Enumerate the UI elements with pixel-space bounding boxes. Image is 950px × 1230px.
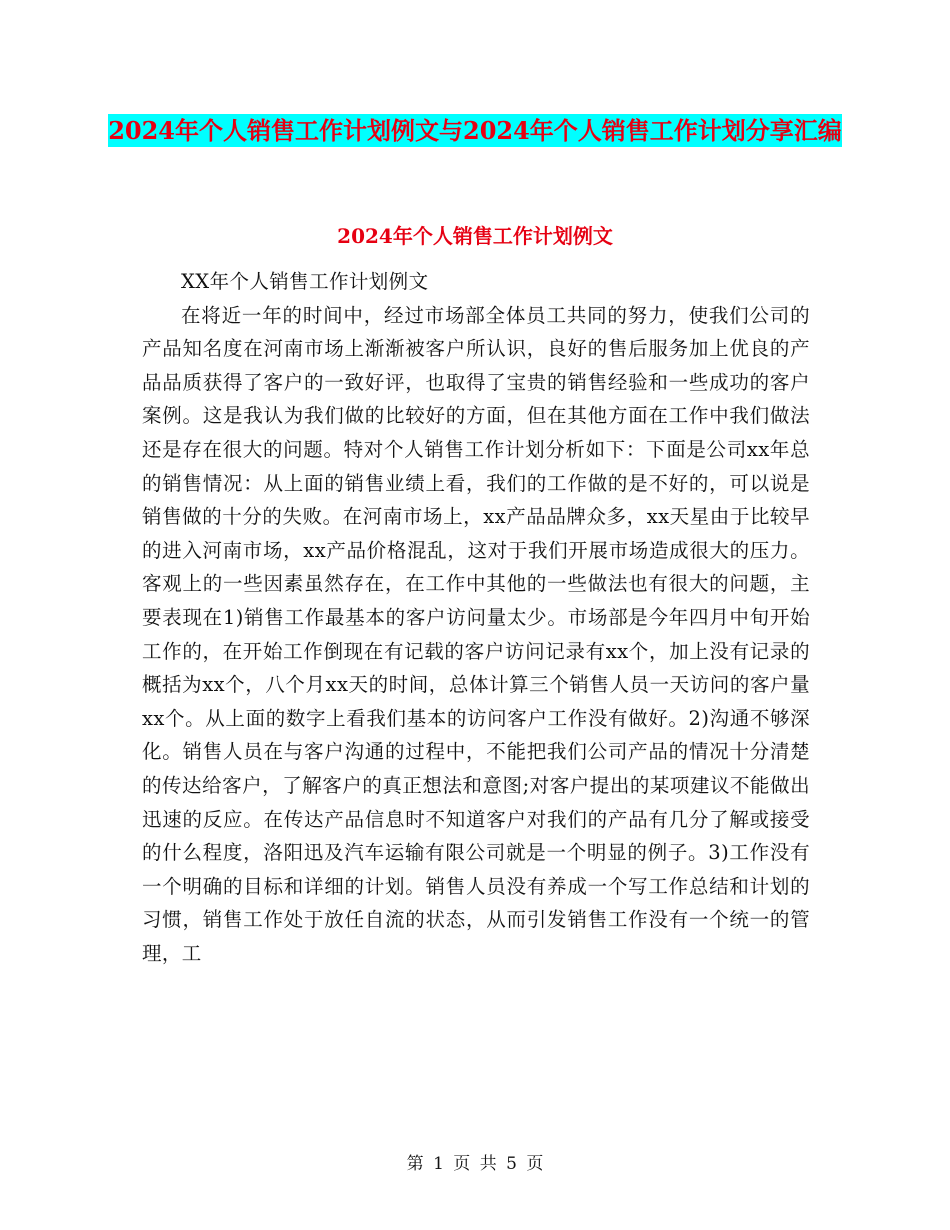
body-paragraph: 在将近一年的时间中，经过市场部全体员工共同的努力，使我们公司的产品知名度在河南市场上渐渐被客户所认识，良好的售后服务加上优良的产品品质获得了客户的一致好评，也取得了宝贵的销售经验和一些成功的客户案例。这是我认为我们做的比较好的方面，但在其他方面在工作中我们做法还是存在很大的问题。特对个人销售工作计划分析如下：下面是公司xx年总的销售情况：从上面的销售业绩上看，我们的工作做的是不好的，可以说是销售做的十分的失败。在河南市场上，xx产品品牌众多，xx天星由于比较早的进入河南市场，xx产品价格混乱，这对于我们开展市场造成很大的压力。客观上的一些因素虽然存在，在工作中其他的一些做法也有很大的问题，主要表现在1)销售工作最基本的客户访问量太少。市场部是今年四月中旬开始工作的，在开始工作倒现在有记载的客户访问记录有xx个，加上没有记录的概括为xx个，八个月xx天的时间，总体计算三个销售人员一天访问的客户量xx个。从上面的数字上看我们基本的访问客户工作没有做好。2)沟通不够深化。销售人员在与客户沟通的过程中，不能把我们公司产品的情况十分清楚的传达给客户，了解客户的真正想法和意图;对客户提出的某项建议不能做出迅速的反应。在传达产品信息时不知道客户对我们的产品有几分了解或接受的什么程度，洛阳迅及汽车运输有限公司就是一个明显的例子。3)工作没有一个明确的目标和详细的计划。销售人员没有养成一个写工作总结和计划的习惯，销售工作处于放任自流的状态，从而引发销售工作没有一个统一的管理，工 [142, 303, 810, 965]
document-body [142, 265, 810, 970]
page-number-footer: 第 1 页 共 5 页 [406, 1154, 544, 1174]
document-title [100, 108, 850, 154]
document-title-text: 2024年个人销售工作计划例文与2024年个人销售工作计划分享汇编 [108, 116, 842, 145]
section-title: 2024年个人销售工作计划例文 [337, 224, 613, 248]
body-paragraph-heading: XX年个人销售工作计划例文 [181, 270, 429, 293]
